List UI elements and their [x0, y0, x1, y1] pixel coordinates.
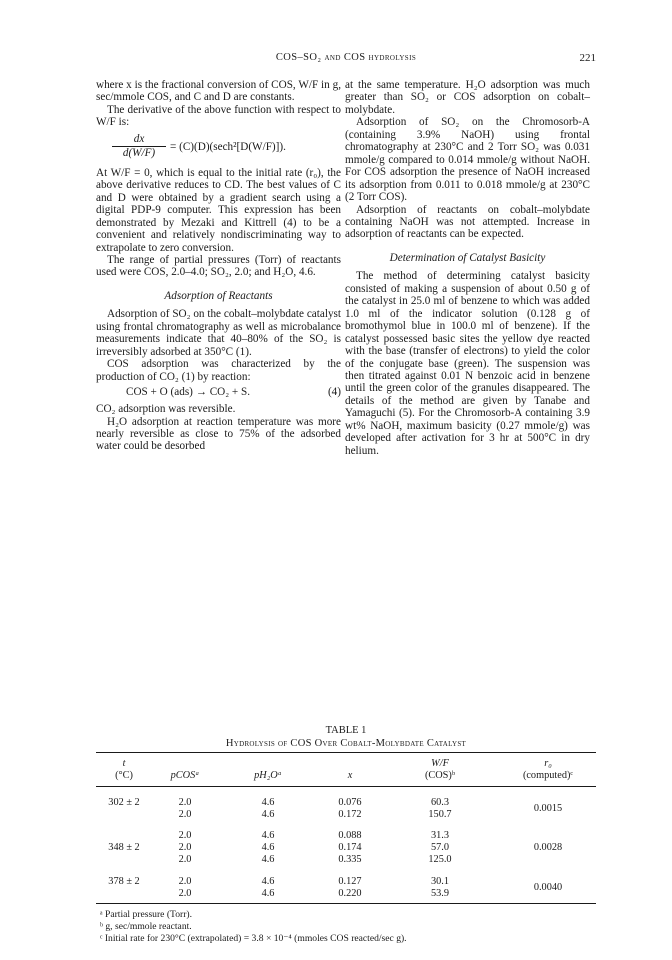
right-column — [345, 79, 590, 457]
derivative-equation — [96, 133, 341, 163]
table-cell: 4.6 — [261, 842, 275, 853]
section-heading: Adsorption of Reactants — [164, 289, 273, 302]
table-cell-t: 378 ± 2 — [108, 876, 140, 887]
paragraph: The derivative of the above function with respect to W/F is: — [96, 103, 341, 129]
col-header-r0-symbol: r₀ — [544, 758, 552, 769]
running-head — [96, 52, 596, 68]
col-header-t-unit: (°C) — [115, 770, 133, 781]
table-cell: 2.0 — [178, 888, 192, 899]
paragraph: Adsorption of reactants on cobalt–molybdate containing NaOH was not attempted. Increase in adsorption of reactants can be expected. — [345, 203, 590, 241]
paragraph: CO₂ adsorption was reversible. — [96, 403, 236, 416]
table-bottom-rule — [96, 903, 596, 904]
table-cell-r0: 0.0015 — [533, 803, 563, 814]
table-cell: 0.088 — [338, 830, 362, 841]
paragraph: Adsorption of SO₂ on the Chromosorb-A (containing 3.9% NaOH) using frontal chromatography at 230°C and 2 Torr SO₂ was 0.031 mmole/g compared to 0.014 mmole/g without NaOH. For COS adsorption the presence of NaOH increased its adsorption from 0.011 to 0.018 mmole/g at 230°C (2 Torr COS). — [345, 116, 590, 204]
table-cell: 4.6 — [261, 809, 275, 820]
table-cell: 2.0 — [178, 809, 192, 820]
equation-denominator: d(W/F) — [122, 146, 156, 159]
table-cell-t: 302 ± 2 — [108, 797, 140, 808]
section-heading: Determination of Catalyst Basicity — [389, 251, 546, 264]
table-cell: 60.3 — [430, 797, 450, 808]
col-header-r0 — [500, 758, 596, 782]
table-cell: 0.172 — [338, 809, 362, 820]
table-cell: 4.6 — [261, 876, 275, 887]
table-title: Hydrolysis of COS Over Cobalt-Molybdate Catalyst — [225, 738, 467, 749]
table-cell: 4.6 — [261, 797, 275, 808]
table-cell-t: 348 ± 2 — [108, 842, 140, 853]
table-cell: 31.3 — [430, 830, 450, 841]
running-title: COS–SO₂ and COS hydrolysis — [275, 52, 417, 63]
table-cell: 4.6 — [261, 888, 275, 899]
table-cell: 4.6 — [261, 854, 275, 865]
table-cell: 2.0 — [178, 876, 192, 887]
paragraph: The method of determining catalyst basicity consisted of making a suspension of about 0.50 g of the catalyst in 25.0 ml of benzene to which was added 1.0 ml of the indicator solution (0.128 g of bromothymol blue in 100.0 ml of benzene). If the catalyst possessed basic sites the yellow dye reacted with the base (transfer of electrons) to yield the color of the conjugate base (green). The suspension was then titrated against 0.01 N benzoic acid in benzene until the green color of the granules disappeared. The details of the method are given by Tanabe and Yamaguchi (5). For the Chromosorb-A containing 3.9 wt% NaOH, maximum basicity (0.27 mmole/g) was developed after activation for 3 hr at 500°C in dry helium. — [345, 270, 590, 457]
col-header-wf — [400, 758, 480, 782]
footnote-b: ᵇ g, sec/mmole reactant. — [100, 921, 192, 932]
table-cell: 2.0 — [178, 830, 192, 841]
equation-numerator: dx — [112, 133, 166, 147]
table-cell: 0.220 — [338, 888, 362, 899]
table-cell-r0: 0.0040 — [533, 882, 563, 893]
table-label: TABLE 1 — [325, 725, 367, 736]
table-cell: 0.127 — [338, 876, 362, 887]
table-header-rule — [96, 786, 596, 787]
table-cell: 0.076 — [338, 797, 362, 808]
footnote-c: ᶜ Initial rate for 230°C (extrapolated) = 3.8 × 10⁻⁴ (mmoles COS reacted/sec g). — [100, 933, 407, 944]
paragraph: At W/F = 0, which is equal to the initial rate (r₀), the above derivative reduces to CD. The best values of C and D were obtained by a gradient search using a digital PDP-9 computer. This expression has been demonstrated by Mezaki and Kittrell (4) to be a convenient and relatively nondiscriminating way to extrapolate to zero conversion. — [96, 166, 341, 254]
paragraph: Adsorption of SO₂ on the cobalt–molybdate catalyst using frontal chromatography as well as microbalance measurements indicate that 40–80% of the SO₂ is irreversibly adsorbed at 350°C (1). — [96, 308, 341, 358]
col-header-wf-symbol: W/F — [431, 758, 449, 769]
col-header-r0-unit: (computed)ᶜ — [522, 770, 574, 781]
paragraph: The range of partial pressures (Torr) of reactants used were COS, 2.0–4.0; SO₂, 2.0; and H₂O, 4.6. — [96, 253, 341, 279]
table-cell: 57.0 — [430, 842, 450, 853]
col-header-pcos: pCOSᵃ — [170, 770, 200, 781]
table-cell: 30.1 — [430, 876, 450, 887]
table-cell: 53.9 — [430, 888, 450, 899]
reaction-text: COS + O (ads) → CO₂ + S. — [126, 386, 251, 399]
equation-number: (4) — [327, 386, 341, 399]
paragraph: where x is the fractional conversion of COS, W/F in g, sec/mmole COS, and C and D are constants. — [96, 79, 341, 104]
col-header-t — [96, 758, 152, 782]
table-cell-r0: 0.0028 — [533, 842, 563, 853]
table-cell: 125.0 — [428, 854, 452, 865]
col-header-x: x — [347, 770, 353, 781]
table-cell: 0.335 — [338, 854, 362, 865]
reaction-equation — [96, 386, 341, 400]
footnote-a: ᵃ Partial pressure (Torr). — [100, 909, 192, 920]
col-header-wf-unit: (COS)ᵇ — [424, 770, 456, 781]
paragraph: COS adsorption was characterized by the production of CO₂ (1) by reaction: — [96, 358, 341, 383]
table-caption — [96, 724, 596, 750]
equation-rhs: = (C)(D)(sech²[D(W/F)]). — [170, 140, 286, 153]
col-header-ph2o: pH₂Oᵃ — [254, 770, 282, 781]
table-cell: 2.0 — [178, 842, 192, 853]
left-column — [96, 79, 341, 453]
table-top-rule — [96, 752, 596, 753]
table-cell: 0.174 — [338, 842, 362, 853]
page-number: 221 — [579, 52, 596, 64]
paragraph: H₂O adsorption at reaction temperature was more nearly reversible as close to 75% of the adsorbed water could be desorbed — [96, 415, 341, 453]
table-cell: 2.0 — [178, 854, 192, 865]
col-header-t-symbol: t — [122, 758, 126, 769]
table-cell: 150.7 — [428, 809, 452, 820]
paragraph: at the same temperature. H₂O adsorption was much greater than SO₂ or COS adsorption on cobalt–molybdate. — [345, 79, 590, 116]
table-cell: 4.6 — [261, 830, 275, 841]
equation-fraction — [112, 133, 166, 160]
table-cell: 2.0 — [178, 797, 192, 808]
